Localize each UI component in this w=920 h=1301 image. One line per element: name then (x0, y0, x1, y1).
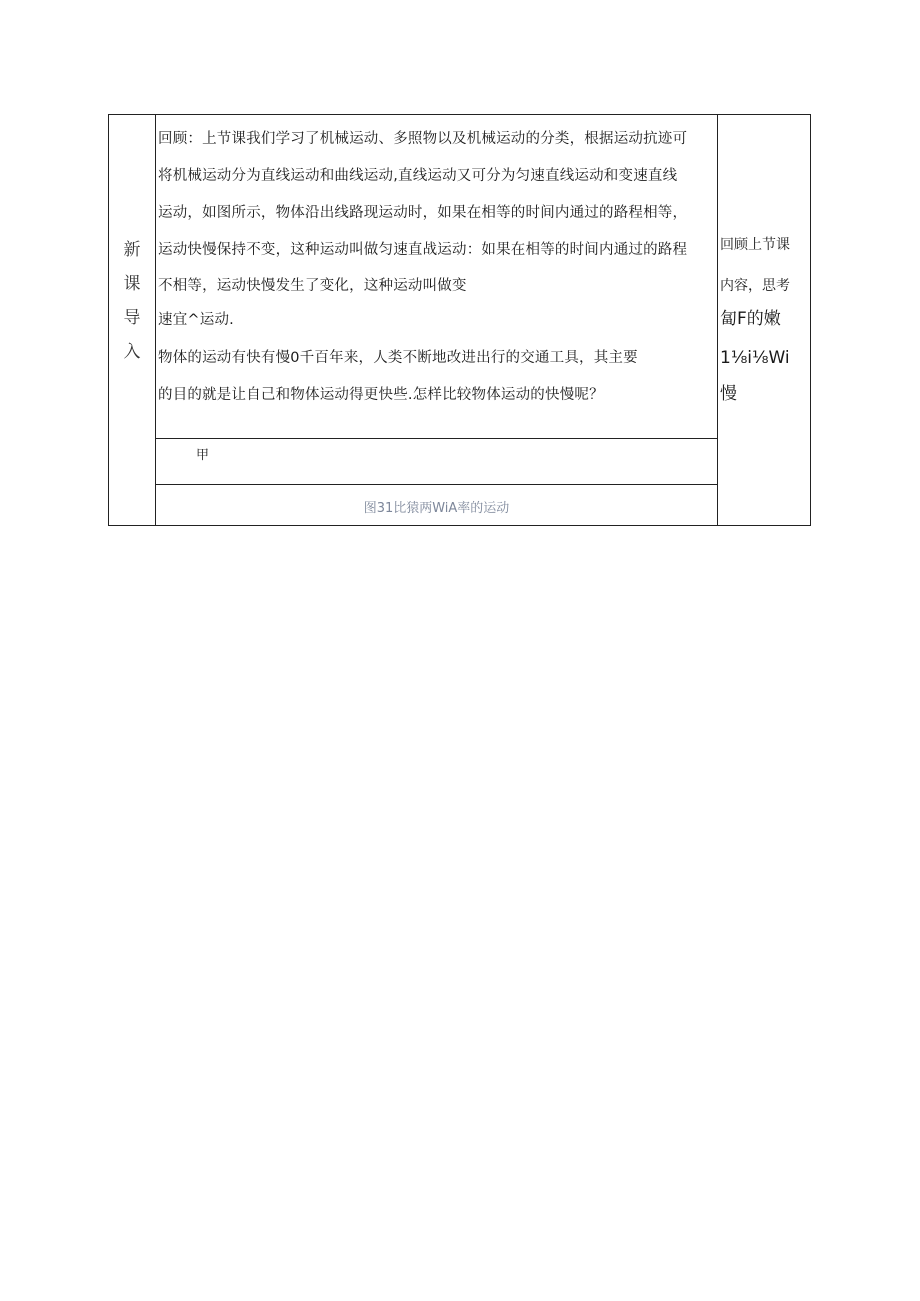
note-line: 1⅛i⅛Wi (720, 348, 790, 368)
figure-label: 甲 (196, 448, 210, 463)
body-line: 运动快慢保持不变，这种运动叫做匀速直战运动：如果在相等的时间内通过的路程 (158, 242, 688, 258)
body-line: 回顾：上节课我们学习了机械运动、多照物以及机械运动的分类，根据运动抗迹可 (158, 131, 688, 147)
section-title-char: 课 (123, 274, 141, 294)
section-column (109, 115, 156, 525)
notes-column (718, 115, 810, 525)
section-title-char: 新 (123, 240, 141, 260)
section-title (109, 233, 155, 369)
row-divider (156, 438, 717, 439)
body-line: 的目的就是让自己和物体运动得更快些.怎样比较物体运动的快慢呢？ (158, 387, 604, 403)
body-line: 将机械运动分为直线运动和曲线运动,直线运动又可分为匀速直线运动和变速直线 (158, 168, 678, 184)
note-line: 内容，思考 (720, 278, 790, 294)
body-line: 不相等，运动快慢发生了变化，这种运动叫做变 (158, 278, 467, 294)
body-line: 速宜^运动. (158, 312, 234, 328)
figure-caption: 图31比猿两WiA率的运动 (363, 501, 510, 516)
note-line: 慢 (720, 384, 737, 404)
row-divider (156, 484, 717, 485)
section-title-char: 入 (123, 342, 141, 362)
body-line: 物体的运动有快有慢0千百年来，人类不断地改进出行的交通工具，其主要 (158, 350, 638, 366)
section-title-char: 导 (123, 308, 141, 328)
note-line: 匐F的嫩 (720, 309, 781, 329)
lesson-table (108, 114, 811, 526)
note-line: 回顾上节课 (720, 237, 790, 253)
body-line: 运动，如图所示，物体沿出线路现运动时，如果在相等的时间内通过的路程相等， (158, 205, 688, 221)
content-column (156, 115, 718, 525)
